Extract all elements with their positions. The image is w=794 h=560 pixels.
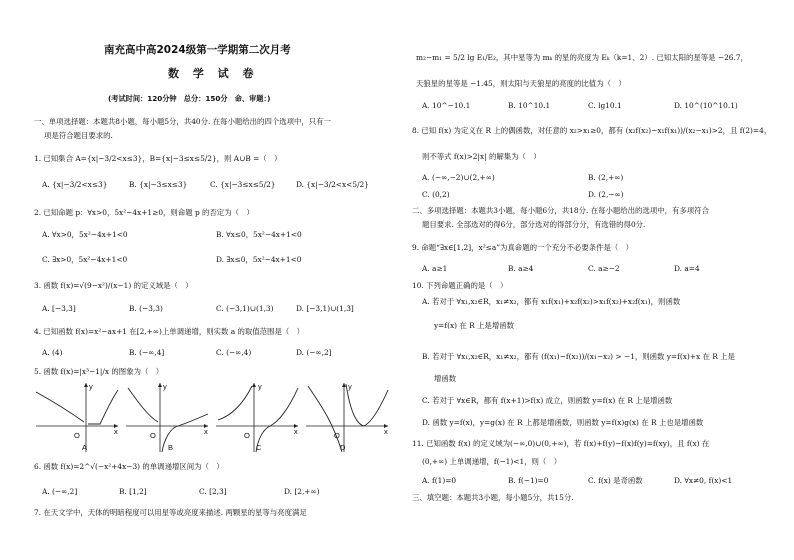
question-7: 7. 在天文学中，天体的明暗程度可以用星等或亮度来描述. 两颗星的星等与亮度满足 [34, 508, 307, 517]
graph-c-label: C [256, 443, 262, 452]
q3-option-a[interactable]: A. [−3,3] [42, 304, 76, 313]
q2-option-b[interactable]: B. ∀x≤0，5x²−4x+1<0 [216, 230, 302, 239]
question-4: 4. 已知函数 f(x)=x²−ax+1 在[2,+∞)上单调递增，则实数 a 的取值范围是（ ） [34, 327, 305, 336]
q2-option-d[interactable]: D. ∃x≤0，5x²−4x+1<0 [216, 255, 302, 264]
exam-title: 南充高中高2024级第一学期第二次月考 [104, 44, 291, 56]
q3-option-b[interactable]: B. (−3,3) [129, 304, 163, 313]
q8-option-d[interactable]: D. (2,−∞) [588, 190, 624, 199]
graph-d-origin: O [334, 431, 340, 440]
section2-title-cont: 题目要求. 全部选对的得6分，部分选对的得部分分，有选错的得0分. [422, 220, 646, 229]
q1-option-c[interactable]: C. {x|−3≤x≤5/2} [210, 180, 276, 189]
q11-option-c[interactable]: C. f(x) 是奇函数 [588, 476, 643, 485]
question-8: 8. 已知 f(x) 为定义在 R 上的偶函数，对任意的 x₂>x₁≥0，都有 (x₂f(x₂)−x₁f(x₁))/(x₂−x₁)>2，且 f(2)=4， [412, 126, 772, 135]
graph-a-origin: O [74, 431, 80, 440]
q11-option-a[interactable]: A. f(1)=0 [422, 476, 457, 485]
q2-option-c[interactable]: C. ∃x>0，5x²−4x+1<0 [42, 255, 128, 264]
q9-option-d[interactable]: D. a=4 [674, 264, 700, 273]
q9-option-c[interactable]: C. a≥−2 [588, 264, 620, 273]
q1-option-d[interactable]: D. {x|−3/2<x<5/2} [296, 180, 369, 189]
section2-title: 二、多项选择题：本题共3小题，每小题6分，共18分. 在每小题给出的选项中，有多项符合 [412, 206, 709, 215]
q7-option-d[interactable]: D. 10^(10^10.1) [674, 101, 738, 110]
q7-option-a[interactable]: A. 10^−10.1 [422, 101, 471, 110]
question-10: 10. 下列命题正确的是（ ） [412, 281, 508, 290]
q11-option-b[interactable]: B. f(−1)=0 [508, 476, 549, 485]
q10-option-b[interactable]: B. 若对于 ∀x₁,x₂∈R，x₁≠x₂，都有 (f(x₁)−f(x₂))/(x₁−x₂) > −1，则函数 y=f(x)+x 在 R 上是 [422, 352, 735, 361]
graph-b-y-axis-label: y [163, 382, 167, 391]
graph-a[interactable] [34, 380, 122, 455]
graph-b-label: B [168, 443, 174, 452]
q6-option-b[interactable]: B. [1,2] [119, 487, 147, 496]
q9-option-a[interactable]: A. a≥1 [422, 264, 448, 273]
q6-option-a[interactable]: A. (−∞,2] [42, 487, 78, 496]
question-11: 11. 已知函数 f(x) 的定义域为(−∞,0)∪(0,+∞)，若 f(x)+f(y)−f(x)f(y)=f(xy)，且 f(x) 在 [412, 439, 710, 448]
q7-formula: m₂−m₁ = 5/2 lg E₁/E₂，其中星等为 mₖ 的星的亮度为 Eₖ（k=1、2）. 已知太阳的星等是 −26.7， [416, 53, 748, 62]
q6-option-c[interactable]: C. [2,3] [199, 487, 227, 496]
exam-subtitle: 数 学 试 卷 [168, 67, 259, 80]
question-2: 2. 已知命题 p：∀x>0，5x²−4x+1≥0，则命题 p 的否定为（ ） [34, 208, 254, 217]
section1-title-cont: 项是符合题目要求的. [44, 131, 113, 140]
q10-option-a-cont: y=f(x) 在 R 上是增函数 [434, 321, 514, 330]
q6-option-d[interactable]: D. [2,+∞) [284, 487, 320, 496]
q11-option-d[interactable]: D. ∀x≠0, f(x)<1 [674, 476, 733, 485]
q8-option-b[interactable]: B. (2,+∞) [588, 173, 624, 182]
graph-c-y-axis-label: y [258, 382, 262, 391]
section1-title: 一、单项选择题：本题共8小题，每小题5分，共40分. 在每小题给出的四个选项中，只有一 [34, 117, 331, 126]
question-3: 3. 函数 f(x)=√(9−x²)/(x−1) 的定义域是（ ） [34, 281, 193, 290]
graph-a-x-axis-label: x [114, 427, 118, 436]
graph-b-x-axis-label: x [204, 427, 208, 436]
q3-option-d[interactable]: D. [−3,1)∪(1,3] [296, 304, 354, 313]
q7-option-b[interactable]: B. 10^10.1 [508, 101, 551, 110]
q7-option-c[interactable]: C. lg10.1 [588, 101, 622, 110]
q10-option-c[interactable]: C. 若对于 ∀x∈R，都有 f(x+1)>f(x) 成立，则函数 y=f(x) 在 R 上是增函数 [422, 396, 673, 405]
q2-option-a[interactable]: A. ∀x>0，5x²−4x+1<0 [42, 230, 128, 239]
graph-d-x-axis-label: x [384, 427, 388, 436]
q8-option-c[interactable]: C. (0,2) [422, 190, 450, 199]
graph-d-y-axis-label: y [348, 382, 352, 391]
q10-option-d[interactable]: D. 函数 y=f(x)，y=g(x) 在 R 上都是增函数，则函数 y=f(x)g(x) 在 R 上也是增函数 [422, 418, 704, 427]
q3-option-c[interactable]: C. (−3,1)∪(1,3) [216, 304, 274, 313]
graph-b-origin: O [150, 431, 156, 440]
q1-option-a[interactable]: A. {x|−3/2<x≤3} [42, 180, 108, 189]
question-1: 1. 已知集合 A={x|−3/2<x≤3}，B={x|−3≤x≤5/2}，则 A∪B =（ ） [34, 154, 282, 163]
q4-option-c[interactable]: C. (−∞,4) [216, 348, 252, 357]
section3-title: 三、填空题：本题共3小题，每小题5分，共15分. [412, 493, 574, 502]
q4-option-d[interactable]: D. (−∞,2] [296, 348, 332, 357]
q4-option-b[interactable]: B. (−∞,4] [129, 348, 165, 357]
question-9: 9. 命题“∃x∈[1,2]，x²≤a”为真命题的一个充分不必要条件是（ ） [412, 243, 634, 252]
graph-a-y-axis-label: y [89, 382, 93, 391]
q10-option-b-cont: 增函数 [434, 374, 457, 383]
graph-c-origin: O [244, 431, 250, 440]
exam-meta: (考试时间：120分钟 总分：150分 命、审题：) [108, 94, 271, 103]
graph-d-label: D [340, 443, 346, 452]
q10-option-a[interactable]: A. 若对于 ∀x₁,x₂∈R，x₁≠x₂，都有 x₁f(x₁)+x₂f(x₂)>x₁f(x₂)+x₂f(x₁)，则函数 [422, 297, 681, 306]
q4-option-a[interactable]: A. (4) [42, 348, 63, 357]
q8-option-a[interactable]: A. (−∞,−2)∪(2,+∞) [422, 173, 495, 182]
graph-c-x-axis-label: x [294, 427, 298, 436]
q11-continued: (0,+∞) 上单调递增，f(−1)<1，则（ ） [422, 457, 562, 466]
graph-a-label: A [82, 443, 88, 452]
question-5: 5. 函数 f(x)=|x³−1|/x 的图象为（ ） [34, 367, 164, 376]
question-6: 6. 函数 f(x)=2^√(−x²+4x−3) 的单调递增区间为（ ） [34, 462, 224, 471]
q7-continued: 天狼星的星等是 −1.45，则太阳与天狼星的亮度的比值为（ ） [416, 79, 626, 88]
q9-option-b[interactable]: B. a≥4 [508, 264, 534, 273]
q1-option-b[interactable]: B. {x|−3≤x≤3} [129, 180, 188, 189]
q8-continued: 则不等式 f(x)>2|x| 的解集为（ ） [422, 152, 541, 161]
